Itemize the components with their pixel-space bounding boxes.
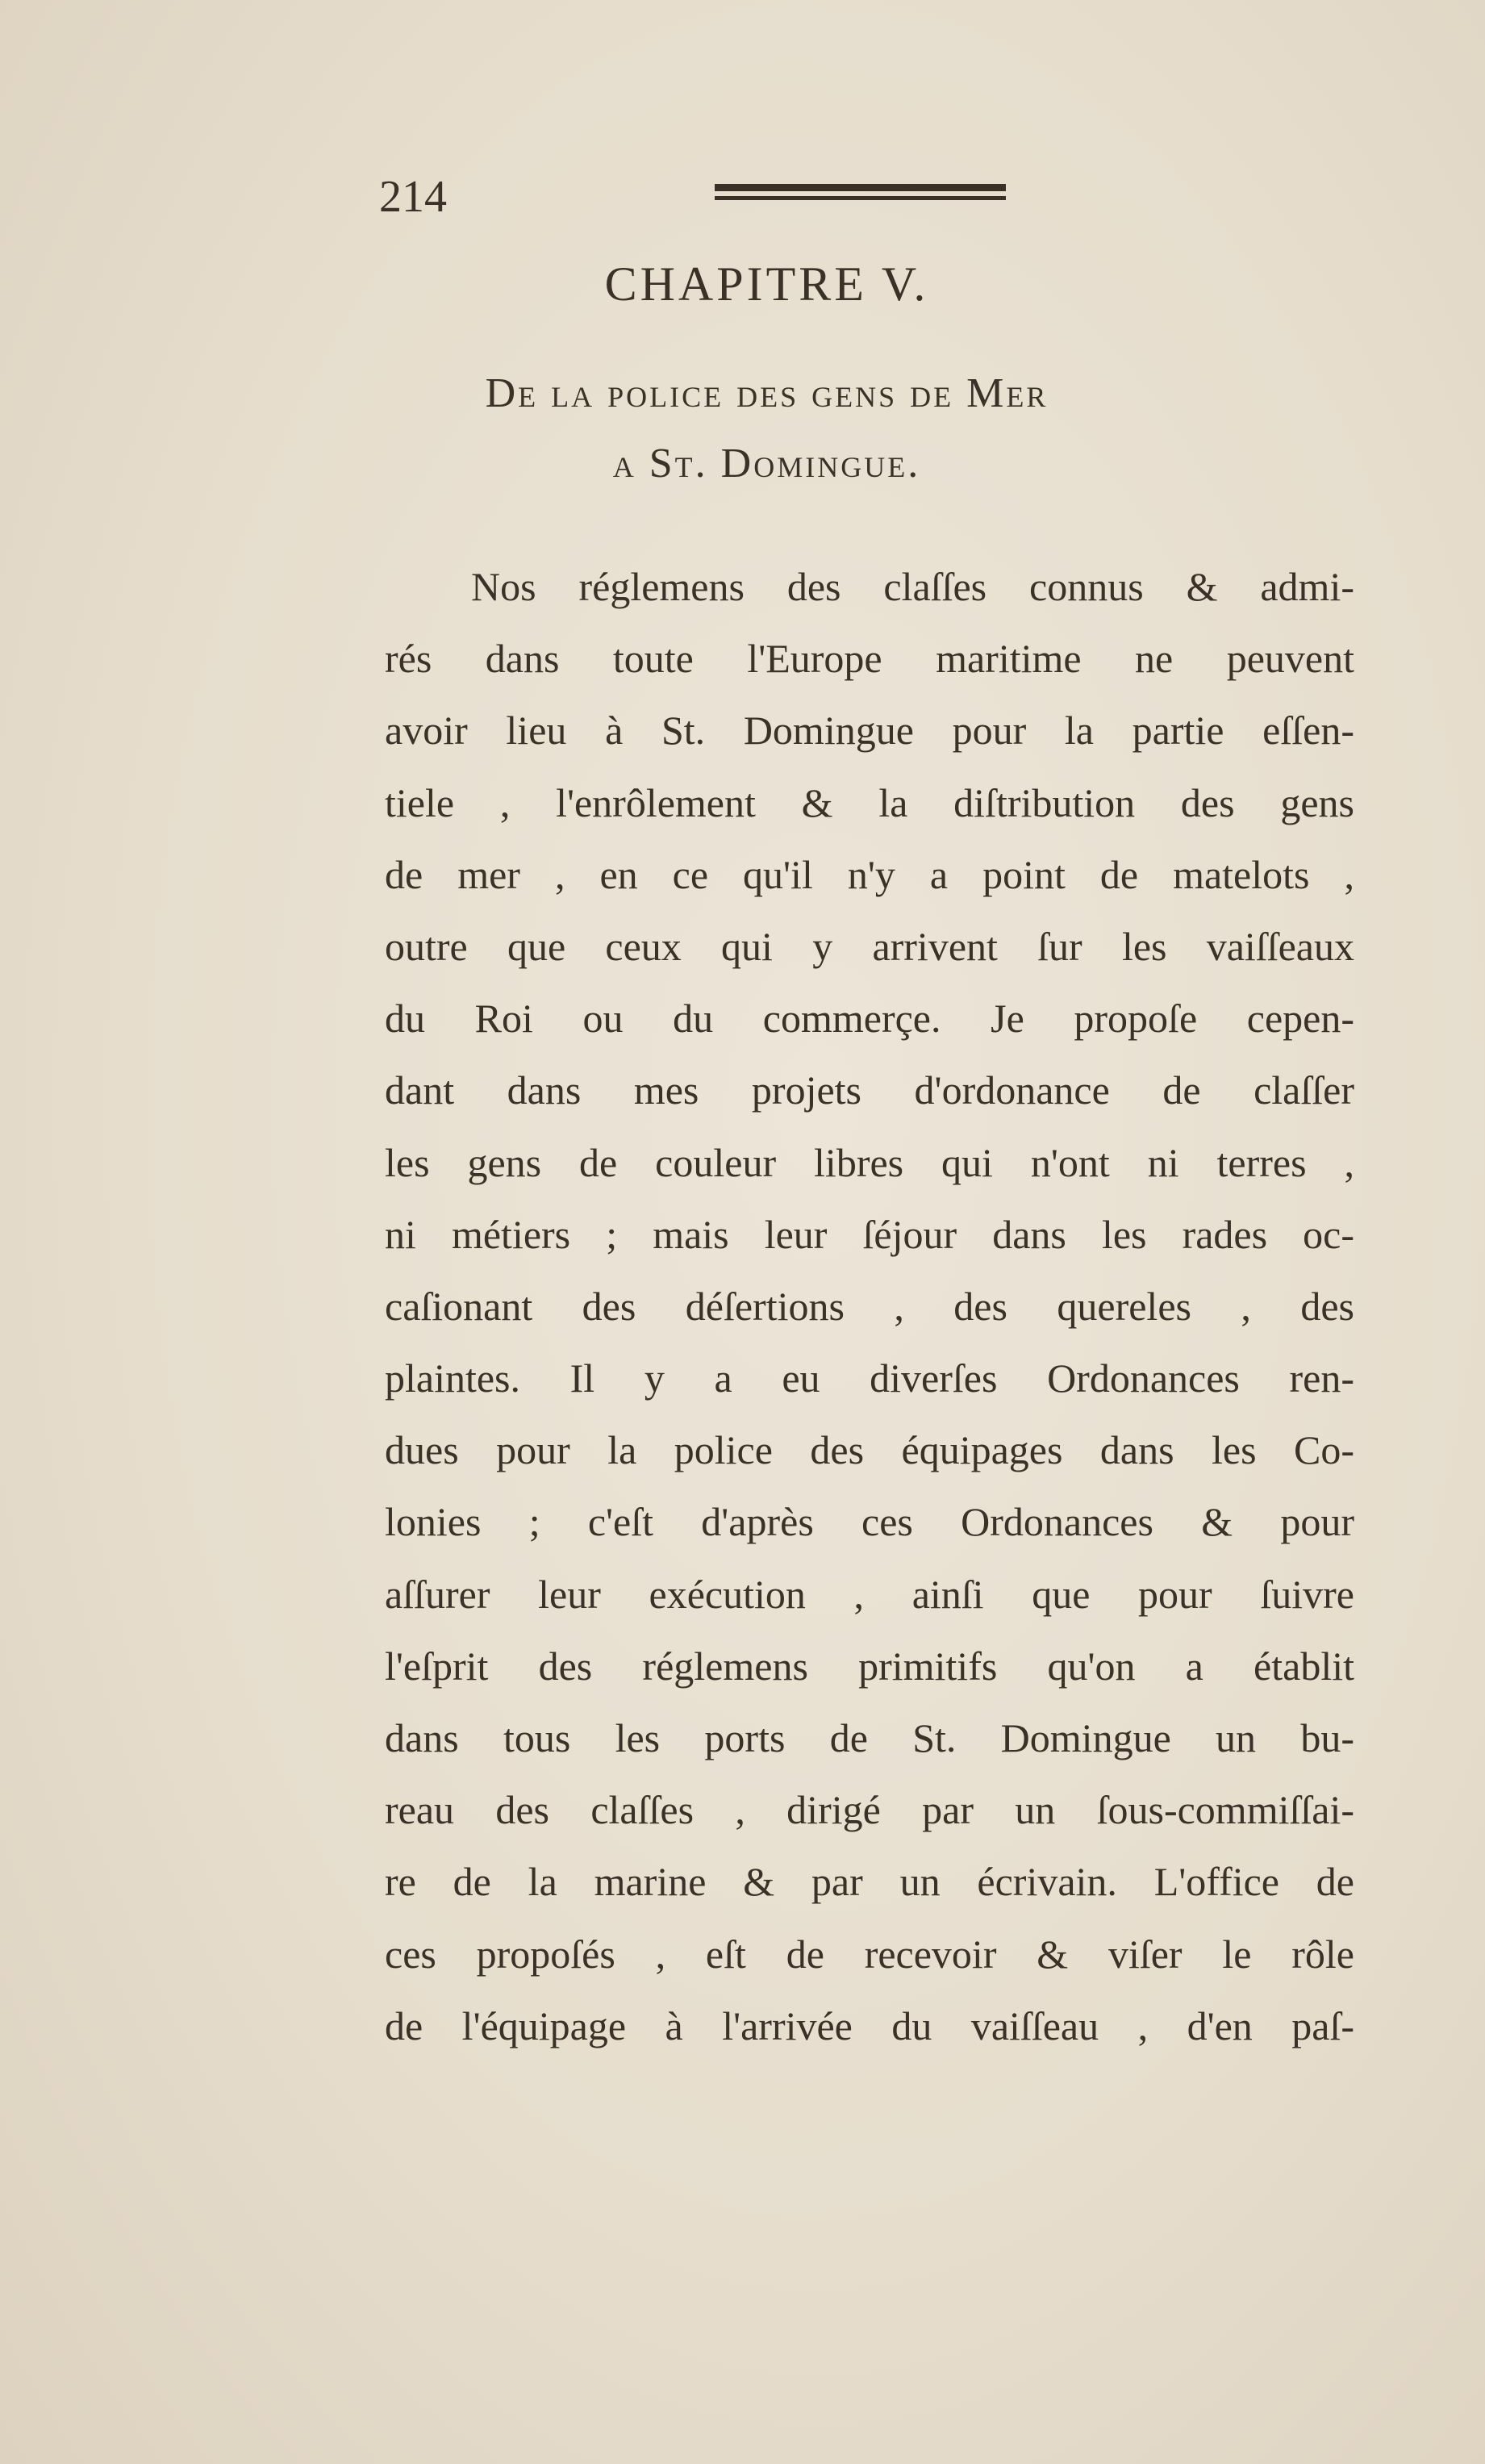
text-line: reau des claſſes , dirigé par un ſous-commiſſai- — [385, 1787, 1354, 1833]
text-line: l'eſprit des réglemens primitifs qu'on a établit — [385, 1643, 1354, 1689]
text-line: rés dans toute l'Europe maritime ne peuvent — [385, 636, 1354, 682]
text-line: dues pour la police des équipages dans les Co- — [385, 1427, 1354, 1473]
text-line: de l'équipage à l'arrivée du vaiſſeau , d'en paſ- — [385, 2003, 1354, 2048]
text-line: re de la marine & par un écrivain. L'office de — [385, 1859, 1354, 1905]
text-line: aſſurer leur exécution , ainſi que pour ſuivre — [385, 1571, 1354, 1617]
body-text — [385, 551, 1354, 2062]
text-line: caſionant des déſertions , des quereles , des — [385, 1283, 1354, 1329]
header-rule — [715, 184, 1006, 200]
text-line: lonies ; c'eſt d'après ces Ordonances & pour — [385, 1499, 1354, 1545]
text-line: dans tous les ports de St. Domingue un bu- — [385, 1715, 1354, 1760]
text-line: ces propoſés , eſt de recevoir & viſer le rôle — [385, 1931, 1354, 1977]
text-line: Nos réglemens des claſſes connus & admi- — [471, 564, 1354, 609]
text-line: tiele , l'enrôlement & la diſtribution des gens — [385, 779, 1354, 825]
rule-thick — [715, 184, 1006, 191]
text-line: du Roi ou du commerçe. Je propoſe cepen- — [385, 996, 1354, 1042]
text-line: outre que ceux qui y arrivent ſur les vaiſſeaux — [385, 923, 1354, 969]
page-number: 214 — [379, 172, 447, 222]
chapter-title: CHAPITRE V. — [604, 257, 929, 311]
chapter-subtitle-line-1: De la police des gens de Mer — [485, 370, 1049, 416]
chapter-subtitle-line-2: a St. Domingue. — [612, 441, 921, 487]
text-line: de mer , en ce qu'il n'y a point de matelots , — [385, 851, 1354, 897]
text-line: plaintes. Il y a eu diverſes Ordonances ren- — [385, 1355, 1354, 1401]
rule-thin — [715, 196, 1006, 200]
text-line: les gens de couleur libres qui n'ont ni terres , — [385, 1139, 1354, 1185]
text-line: avoir lieu à St. Domingue pour la partie eſſen- — [385, 708, 1354, 754]
text-line: ni métiers ; mais leur ſéjour dans les rades oc- — [385, 1211, 1354, 1257]
text-line: dant dans mes projets d'ordonance de claſſer — [385, 1067, 1354, 1113]
